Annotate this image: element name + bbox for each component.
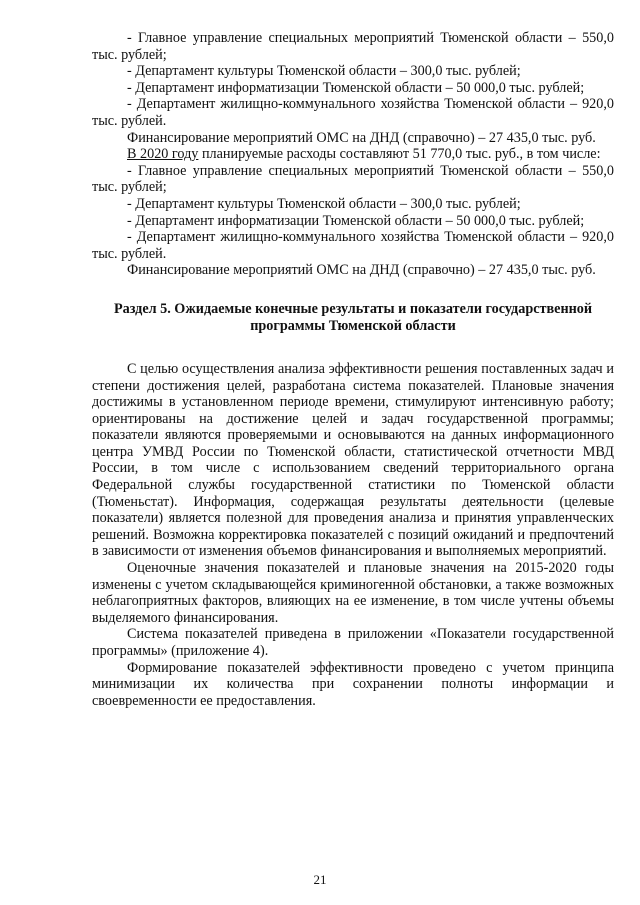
list-item: - Департамент информатизации Тюменской области – 50 000,0 тыс. рублей; [127, 79, 585, 96]
page-number: 21 [313, 872, 327, 887]
year-2020-intro [92, 146, 614, 163]
list-item: - Департамент информатизации Тюменской области – 50 000,0 тыс. рублей; [127, 212, 585, 229]
body-paragraph: Формирование показателей эффективности проведено с учетом принципа минимизации их количества при сохранении полноты информации и своевременности ее предоставления. [92, 659, 614, 709]
oms-financing-text: Финансирование мероприятий ОМС на ДНД (справочно) – 27 435,0 тыс. руб. [127, 129, 596, 146]
list-item: - Департамент культуры Тюменской области – 300,0 тыс. рублей; [127, 63, 521, 80]
section-heading-line: Раздел 5. Ожидаемые конечные результаты и показатели государственной [113, 300, 593, 317]
list-item: - Департамент жилищно-коммунального хозяйства Тюменской области – 920,0 тыс. рублей. [92, 96, 614, 129]
oms-financing-text: Финансирование мероприятий ОМС на ДНД (справочно) – 27 435,0 тыс. руб. [127, 262, 596, 279]
list-item: - Главное управление специальных мероприятий Тюменской области – 550,0 тыс. рублей; [92, 30, 614, 63]
body-paragraph: С целью осуществления анализа эффективности решения поставленных задач и степени достижения целей, разработана система показателей. Плановые значения достижимы в установленном периоде времени, стимулируют интенсивную работу; ориентированы на достижение целей и задач государственной программы; показатели являются проверяемыми и основываются на данных информационного центра УМВД России по Тюменской области, статистической отчетности МВД России, в том числе с использованием сведений территориального органа Федеральной службы государственной статистики по Тюменской области (Тюменьстат). Информация, содержащая результаты деятельности (целевые показатели) является полезной для проведения анализа и принятия управленческих решений. Возможна корректировка показателей с позиций ожиданий и предпочтений в зависимости от изменения объемов финансирования и выполняемых мероприятий. [92, 360, 614, 560]
body-paragraph: Оценочные значения показателей и плановые значения на 2015-2020 годы изменены с учетом складывающейся криминогенной обстановки, а также возможных неблагоприятных факторов, влияющих на ее изменение, в том числе учтены объемы выделяемого финансирования. [92, 560, 614, 626]
year-2020-intro-text: планируемые расходы составляют 51 770,0 тыс. руб., в том числе: [198, 146, 601, 163]
list-item: - Главное управление специальных мероприятий Тюменской области – 550,0 тыс. рублей; [92, 162, 614, 196]
list-item: - Департамент культуры Тюменской области – 300,0 тыс. рублей; [127, 195, 521, 212]
body-paragraph: Система показателей приведена в приложении «Показатели государственной программы» (приложение 4). [92, 626, 614, 659]
section-heading [92, 301, 614, 335]
list-item: - Департамент жилищно-коммунального хозяйства Тюменской области – 920,0 тыс. рублей. [92, 229, 614, 262]
year-2020-label: В 2020 году [127, 146, 199, 163]
section-heading-line: программы Тюменской области [250, 317, 456, 334]
